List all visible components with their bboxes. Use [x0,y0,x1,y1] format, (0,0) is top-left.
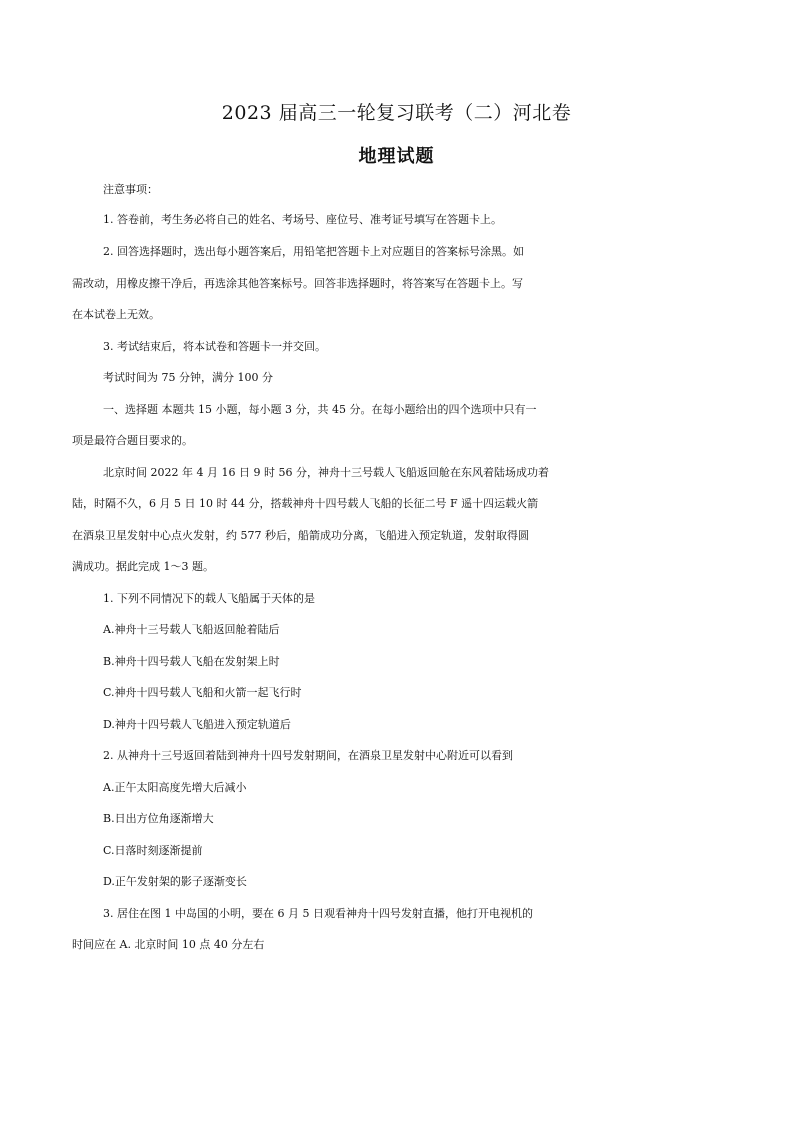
notice-item-1: 1. 答卷前，考生务必将自己的姓名、考场号、座位号、准考证号填写在答题卡上。 [103,213,502,226]
question-2-option-d: D.正午发射架的影子逐渐变长 [103,875,247,888]
exam-time: 考试时间为 75 分钟，满分 100 分 [103,371,273,384]
passage-line-2: 陆，时隔不久，6 月 5 日 10 时 44 分，搭载神舟十四号载人飞船的长征二号 F 遥十四运载火箭 [72,497,539,510]
passage-line-1: 北京时间 2022 年 4 月 16 日 9 时 56 分，神舟十三号载人飞船返回舱在东风着陆场成功着 [103,466,549,479]
question-1-option-b: B.神舟十四号载人飞船在发射架上时 [103,655,280,668]
question-2-option-b: B.日出方位角逐渐增大 [103,812,214,825]
question-3-stem-line-1: 3. 居住在图 1 中岛国的小明，要在 6 月 5 日观看神舟十四号发射直播，他打开电视机的 [103,907,533,920]
question-2-stem: 2. 从神舟十三号返回着陆到神舟十四号发射期间，在酒泉卫星发射中心附近可以看到 [103,749,513,762]
question-3-stem-line-2: 时间应在 A. 北京时间 10 点 40 分左右 [72,938,265,951]
question-2-option-a: A.正午太阳高度先增大后减小 [103,781,247,794]
question-1-option-c: C.神舟十四号载人飞船和火箭一起飞行时 [103,686,302,699]
notice-item-2-line-3: 在本试卷上无效。 [72,308,160,321]
question-1-stem: 1. 下列不同情况下的载人飞船属于天体的是 [103,592,315,605]
question-1-option-d: D.神舟十四号载人飞船进入预定轨道后 [103,718,291,731]
document-title: 2023 届高三一轮复习联考（二）河北卷 [221,102,572,124]
notice-item-2-line-2: 需改动，用橡皮擦干净后，再选涂其他答案标号。回答非选择题时，将答案写在答题卡上。写 [72,277,523,290]
document-subtitle: 地理试题 [358,146,435,167]
section-intro-line-1: 一、选择题 本题共 15 小题，每小题 3 分，共 45 分。在每小题给出的四个选项中只有一 [103,403,537,416]
question-1-option-a: A.神舟十三号载人飞船返回舱着陆后 [103,623,280,636]
section-intro-line-2: 项是最符合题目要求的。 [72,434,193,447]
notice-item-2-line-1: 2. 回答选择题时，选出每小题答案后，用铅笔把答题卡上对应题目的答案标号涂黑。如 [103,245,524,258]
passage-line-3: 在酒泉卫星发射中心点火发射，约 577 秒后，船箭成功分离，飞船进入预定轨道，发射取得圆 [72,529,529,542]
question-2-option-c: C.日落时刻逐渐提前 [103,844,203,857]
notice-heading: 注意事项： [103,183,158,196]
notice-item-3: 3. 考试结束后，将本试卷和答题卡一并交回。 [103,340,326,353]
passage-line-4: 满成功。据此完成 1～3 题。 [72,560,214,573]
